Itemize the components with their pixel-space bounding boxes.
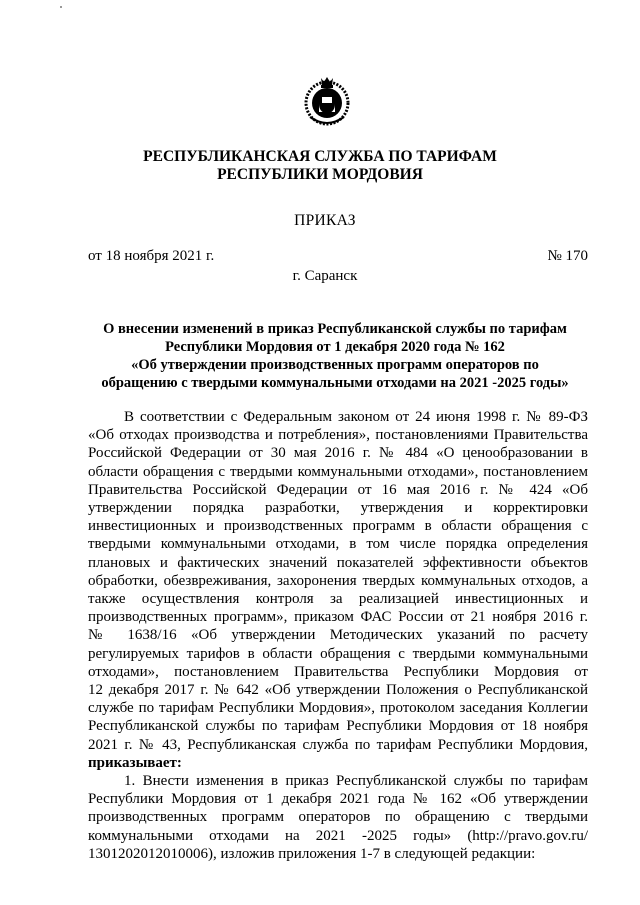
org-name-line-2: РЕСПУБЛИКИ МОРДОВИЯ (217, 166, 423, 183)
preamble-line: Правительства Российской Федерации от 16 мая 2016 г. № 424 «Об (88, 481, 588, 498)
preamble-line: обработки, обезвреживания, захоронения твердых коммунальных отходов, а (88, 572, 588, 589)
preamble-line: Российской Федерации от 30 мая 2016 г. № 484 «О ценообразовании в (88, 445, 588, 462)
org-name-line-1: РЕСПУБЛИКАНСКАЯ СЛУЖБА ПО ТАРИФАМ (143, 148, 497, 165)
preamble-line: № 1638/16 «Об утверждении Методических указаний по расчету (88, 627, 588, 644)
subject-line: О внесении изменений в приказ Республиканской службы по тарифам (103, 321, 567, 337)
document-type: ПРИКАЗ (294, 212, 356, 229)
preamble-line: также осуществления контроля за реализацией инвестиционных и (88, 591, 588, 608)
preamble-line: плановых и фактических значений показателей эффективности объектов (88, 554, 588, 571)
item1-line: 1301202012010006), изложив приложения 1-7 в следующей редакции: (88, 845, 536, 862)
subject-line: Республики Мордовия от 1 декабря 2020 года № 162 (165, 339, 505, 355)
item1-line: коммунальными отходами на 2021 -2025 годы» (http://pravo.gov.ru/ (88, 827, 588, 844)
subject-line: обращению с твердыми коммунальными отходами на 2021 -2025 годы» (101, 375, 569, 391)
preamble-line: инвестиционных и производственных программ в области обращения с (88, 518, 588, 535)
preamble-line: области обращения с твердыми коммунальными отходами», постановлением (88, 463, 588, 480)
document-body (88, 408, 588, 863)
item1-line: 1. Внести изменения в приказ Республиканской службы по тарифам (124, 773, 588, 790)
preamble-line: Республиканской службы по тарифам Республики Мордовия от 18 ноября (88, 718, 588, 735)
preamble-line: В соответствии с Федеральным законом от 24 июня 1998 г. № 89-ФЗ (124, 409, 588, 425)
preamble-line: 2021 г. № 43, Республиканская служба по тарифам Республики Мордовия, (88, 736, 588, 753)
document-number: № 170 (547, 248, 588, 264)
document-date: от 18 ноября 2021 г. (88, 248, 215, 264)
preamble-line: регулируемых тарифов в области обращения с твердыми коммунальными (88, 645, 588, 662)
document-city: г. Саранск (292, 268, 358, 284)
preamble-line: производственных программ», приказом ФАС России от 21 ноября 2016 г. (88, 609, 588, 626)
preamble-line: службе по тарифам Республики Мордовия», протоколом заседания Коллегии (88, 700, 588, 717)
scan-speck (60, 6, 62, 8)
orders-keyword: приказывает: (88, 754, 182, 771)
preamble-line: твердыми коммунальными отходами, в том числе порядка определения (88, 536, 588, 553)
preamble-line: «Об отходах производства и потребления», постановлениями Правительства (88, 427, 588, 444)
preamble-line: утверждении порядка разработки, утверждения и корректировки (88, 500, 588, 517)
preamble-line: 12 декабря 2017 г. № 642 «Об утверждении Положения о Республиканской (88, 682, 588, 699)
item1-line: производственных программ операторов по обращению с твердыми (88, 809, 588, 826)
subject-line: «Об утверждении производственных программ операторов по (131, 357, 539, 373)
item1-line: Республики Мордовия от 1 декабря 2021 года № 162 «Об утверждении (88, 791, 588, 808)
document-subject (70, 320, 600, 392)
coat-of-arms-emblem (302, 72, 352, 130)
preamble-line: отходами», постановлением Правительства Республики Мордовия от (88, 663, 588, 680)
